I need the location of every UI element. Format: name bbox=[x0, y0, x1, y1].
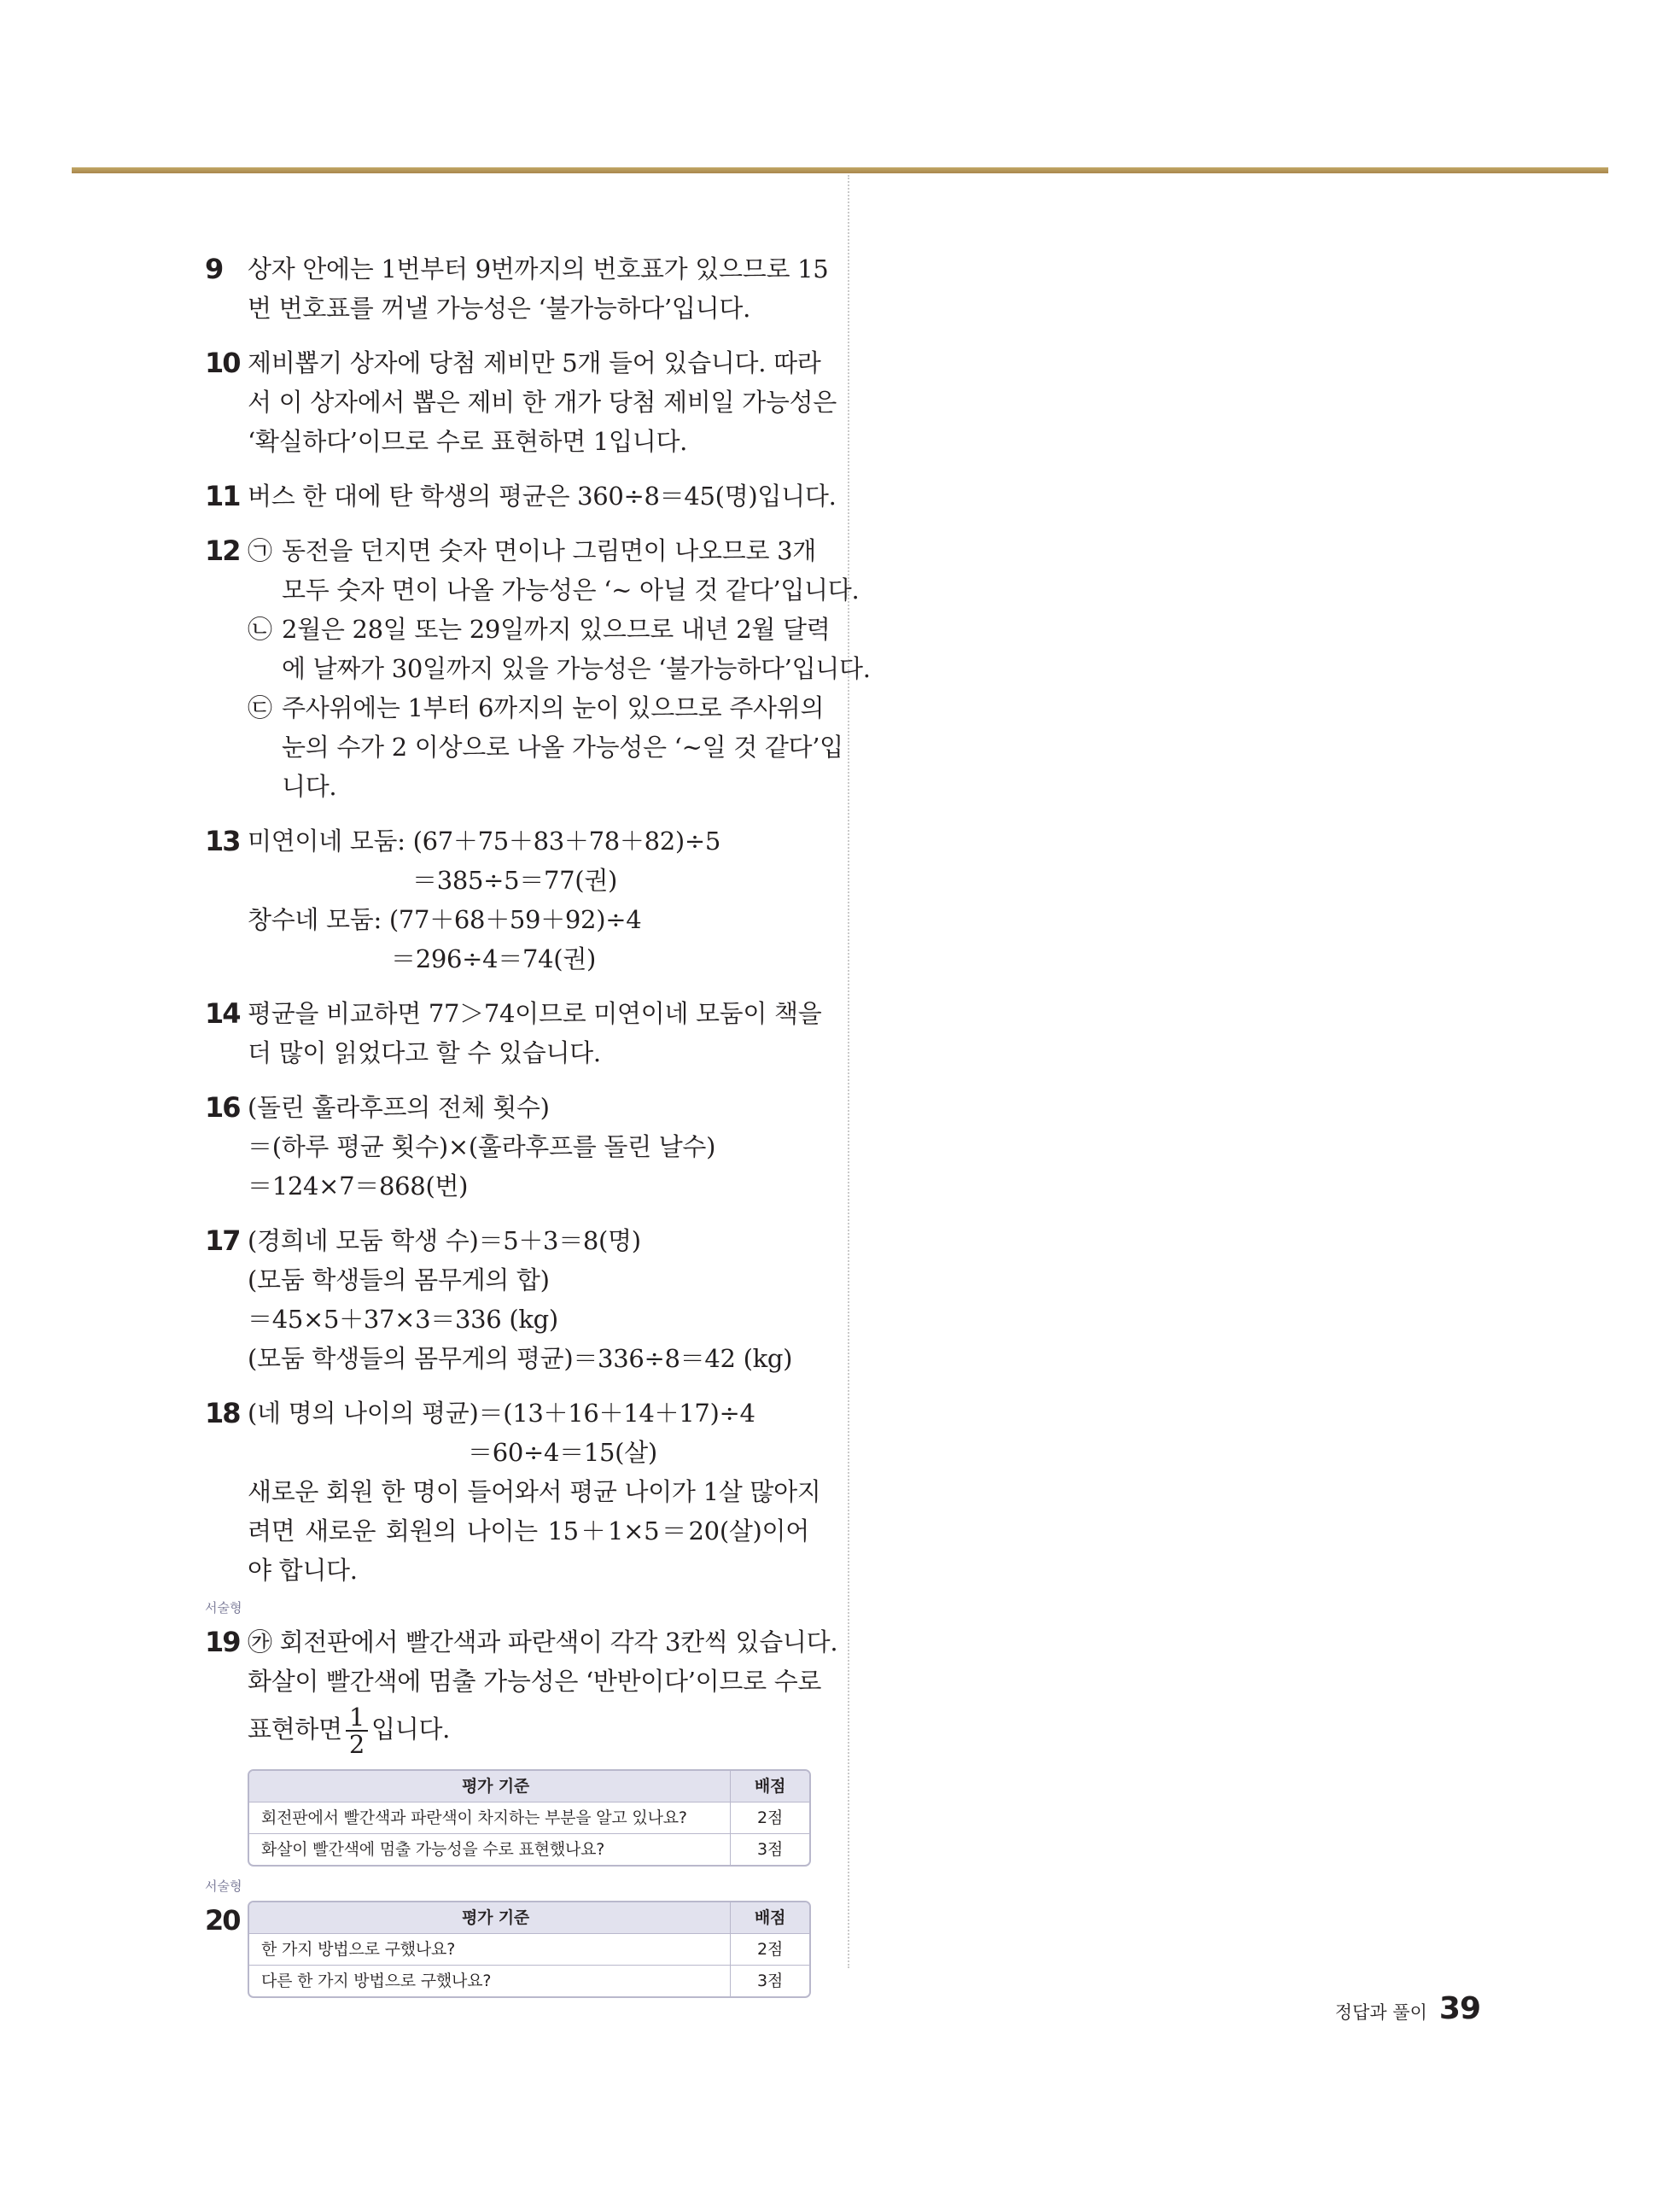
text-line: 려면 새로운 회원의 나이는 15＋1×5＝20(살)이어 bbox=[248, 1516, 809, 1545]
equation-line: ＝385÷5＝77(권) bbox=[412, 866, 618, 895]
text-line: 니다. bbox=[282, 772, 337, 801]
table-header bbox=[249, 1902, 809, 1933]
table-row bbox=[249, 1933, 809, 1965]
points-cell: 2점 bbox=[756, 1940, 784, 1959]
scoring-table bbox=[248, 1901, 811, 1998]
problem-20 bbox=[205, 1878, 809, 1998]
text-fragment: 입니다. bbox=[371, 1715, 451, 1744]
problem-number: 9 bbox=[205, 253, 223, 285]
table-row bbox=[249, 1965, 809, 1996]
item-marker: ㉡ bbox=[248, 615, 272, 644]
header-points: 배점 bbox=[754, 1777, 786, 1796]
problem-13 bbox=[205, 821, 809, 979]
problem-number: 12 bbox=[205, 535, 240, 567]
equation-line: ＝45×5＋37×3＝336 (kg) bbox=[248, 1305, 558, 1334]
text-line: 평균을 비교하면 77＞74이므로 미연이네 모둠이 책을 bbox=[248, 999, 822, 1028]
text-line: 서 이 상자에서 뽑은 제비 한 개가 당첨 제비일 가능성은 bbox=[248, 388, 837, 417]
column-divider bbox=[848, 175, 849, 1968]
problem-14 bbox=[205, 994, 822, 1072]
text-line: 눈의 수가 2 이상으로 나올 가능성은 ‘~일 것 같다’입 bbox=[282, 733, 843, 762]
descriptive-tag: 서술형 bbox=[205, 1600, 242, 1615]
problem-number: 10 bbox=[205, 347, 240, 379]
text-line: 번 번호표를 꺼낼 가능성은 ‘불가능하다’입니다. bbox=[248, 294, 750, 323]
text-line: 에 날짜가 30일까지 있을 가능성은 ‘불가능하다’입니다. bbox=[282, 654, 871, 683]
sub-item-a bbox=[248, 531, 860, 610]
points-cell: 2점 bbox=[756, 1808, 784, 1827]
text-fragment: 표현하면 bbox=[248, 1715, 342, 1744]
points-cell: 3점 bbox=[756, 1972, 784, 1990]
answer-column bbox=[205, 249, 871, 2013]
table-header bbox=[249, 1771, 809, 1802]
problem-number: 20 bbox=[205, 1904, 240, 1937]
problem-number: 18 bbox=[205, 1397, 240, 1429]
equation-line: ＝124×7＝868(번) bbox=[248, 1171, 469, 1201]
equation-line: (모둠 학생들의 몸무게의 합) bbox=[248, 1265, 550, 1294]
text-line: 더 많이 읽었다고 할 수 있습니다. bbox=[248, 1038, 601, 1067]
criteria-cell: 한 가지 방법으로 구했나요? bbox=[249, 1934, 731, 1965]
text-line: 동전을 던지면 숫자 면이나 그림면이 나오므로 3개 bbox=[282, 536, 816, 565]
equation-line: ＝296÷4＝74(권) bbox=[391, 944, 597, 973]
criteria-cell: 회전판에서 빨간색과 파란색이 차지하는 부분을 알고 있나요? bbox=[249, 1802, 731, 1833]
equation-line: 미연이네 모둠: (67＋75＋83＋78＋82)÷5 bbox=[248, 827, 721, 856]
criteria-cell: 다른 한 가지 방법으로 구했나요? bbox=[249, 1966, 731, 1996]
footer-label: 정답과 풀이 bbox=[1334, 2002, 1427, 2023]
problem-number: 17 bbox=[205, 1224, 240, 1257]
text-line: 화살이 빨간색에 멈출 가능성은 ‘반반이다’이므로 수로 bbox=[248, 1667, 822, 1696]
equation-line: (경희네 모둠 학생 수)＝5＋3＝8(명) bbox=[248, 1226, 641, 1255]
table-row bbox=[249, 1802, 809, 1833]
problem-10 bbox=[205, 343, 837, 461]
header-criteria: 평가 기준 bbox=[249, 1771, 731, 1802]
equation-line: (돌린 훌라후프의 전체 횟수) bbox=[248, 1093, 550, 1122]
problem-number: 14 bbox=[205, 997, 240, 1030]
text-line: 2월은 28일 또는 29일까지 있으므로 내년 2월 달력 bbox=[282, 615, 831, 644]
problem-19 bbox=[205, 1600, 838, 1867]
equation-line: 창수네 모둠: (77＋68＋59＋92)÷4 bbox=[248, 905, 642, 934]
sub-item-b bbox=[248, 610, 871, 688]
equation-line: ＝60÷4＝15(살) bbox=[468, 1438, 657, 1467]
text-line: 모두 숫자 면이 나올 가능성은 ‘~ 아닐 것 같다’입니다. bbox=[282, 576, 860, 605]
item-marker: ㉠ bbox=[248, 536, 272, 565]
table-row bbox=[249, 1833, 809, 1865]
text-line: ‘확실하다’이므로 수로 표현하면 1입니다. bbox=[248, 427, 688, 456]
problem-16 bbox=[205, 1088, 809, 1206]
problem-number: 19 bbox=[205, 1626, 240, 1658]
problem-number: 16 bbox=[205, 1091, 240, 1124]
text-line: 새로운 회원 한 명이 들어와서 평균 나이가 1살 많아지 bbox=[248, 1477, 821, 1506]
problem-18 bbox=[205, 1393, 821, 1590]
descriptive-tag: 서술형 bbox=[205, 1878, 242, 1894]
page-footer bbox=[1335, 1991, 1480, 2026]
equation-line: ＝(하루 평균 횟수)×(훌라후프를 돌린 날수) bbox=[248, 1132, 716, 1161]
equation-line: (모둠 학생들의 몸무게의 평균)＝336÷8＝42 (kg) bbox=[248, 1344, 793, 1373]
fraction-line bbox=[248, 1701, 809, 1757]
problem-number: 11 bbox=[205, 480, 240, 512]
problem-17 bbox=[205, 1221, 809, 1378]
header-criteria: 평가 기준 bbox=[249, 1902, 731, 1933]
sub-item-c bbox=[248, 688, 843, 806]
problem-12 bbox=[205, 531, 871, 806]
points-cell: 3점 bbox=[756, 1840, 784, 1859]
fraction-numerator: 1 bbox=[346, 1704, 368, 1732]
problem-9 bbox=[205, 249, 829, 328]
problem-number: 13 bbox=[205, 825, 240, 857]
text-line: 버스 한 대에 탄 학생의 평균은 360÷8＝45(명)입니다. bbox=[248, 482, 837, 511]
item-marker: ㉢ bbox=[248, 693, 272, 722]
criteria-cell: 화살이 빨간색에 멈출 가능성을 수로 표현했나요? bbox=[249, 1834, 731, 1865]
page-number: 39 bbox=[1438, 1991, 1480, 2026]
text-line: 야 합니다. bbox=[248, 1556, 358, 1585]
equation-line: (네 명의 나이의 평균)＝(13＋16＋14＋17)÷4 bbox=[248, 1399, 755, 1428]
text-line: ㉮ 회전판에서 빨간색과 파란색이 각각 3칸씩 있습니다. bbox=[248, 1627, 838, 1656]
text-line: 주사위에는 1부터 6까지의 눈이 있으므로 주사위의 bbox=[282, 693, 825, 722]
fraction bbox=[346, 1704, 368, 1757]
problem-11 bbox=[205, 476, 837, 516]
scoring-table bbox=[248, 1769, 811, 1867]
text-line: 상자 안에는 1번부터 9번까지의 번호표가 있으므로 15 bbox=[248, 254, 829, 283]
text-line: 제비뽑기 상자에 당첨 제비만 5개 들어 있습니다. 따라 bbox=[248, 348, 821, 377]
fraction-denominator: 2 bbox=[348, 1730, 365, 1759]
header-points: 배점 bbox=[754, 1908, 786, 1927]
header-rule bbox=[72, 167, 1608, 173]
